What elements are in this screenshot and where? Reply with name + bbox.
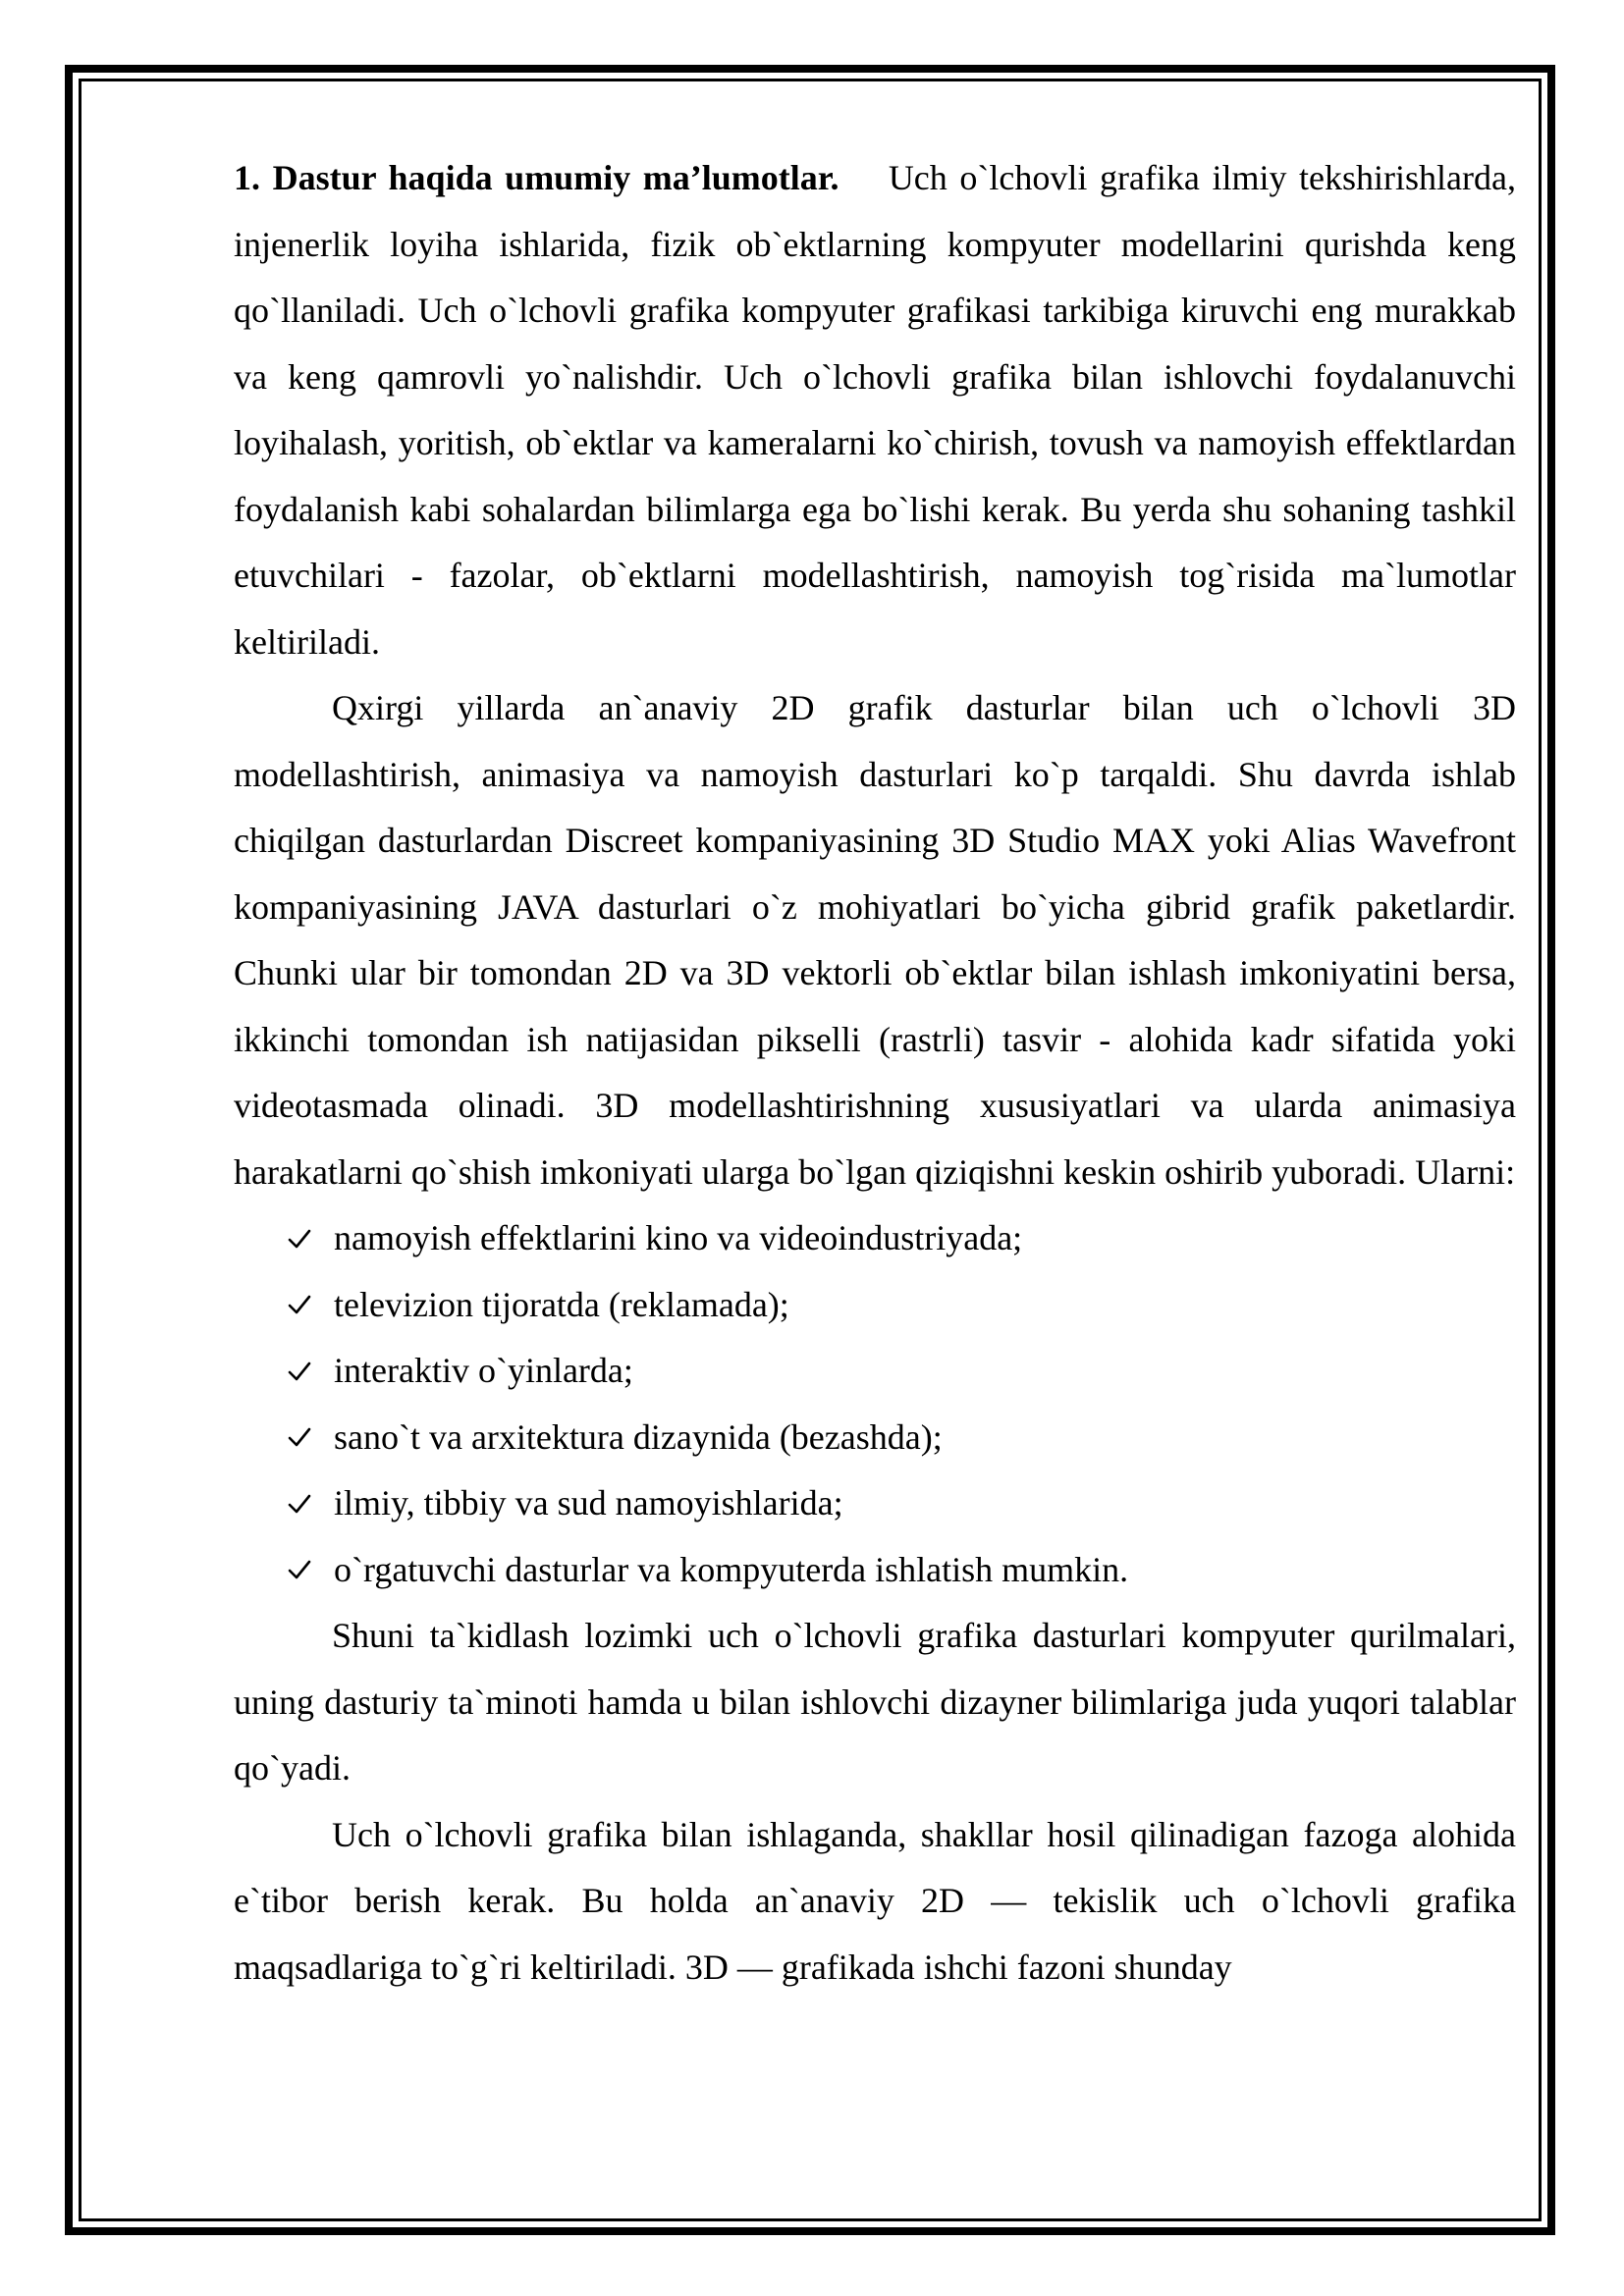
list-item [234, 1338, 1516, 1405]
list-item-text: namoyish effektlarini kino va videoindustriyada; [334, 1218, 1023, 1257]
checkmark-icon [283, 1205, 316, 1271]
section-intro-text: Uch o`lchovli grafika ilmiy tekshirishlarda, injenerlik loyiha ishlarida, fizik ob`ektlarning kompyuter modellarini qurishda keng qo`llaniladi. Uch o`lchovli grafika kompyuter grafikasi tarkibiga kiruvchi eng murakkab va keng qamrovli yo`nalishdir. Uch o`lchovli grafika bilan ishlovchi foydalanuvchi loyihalash, yoritish, ob`ektlar va kameralarni ko`chirish, tovush va namoyish effektlardan foydalanish kabi sohalardan bilimlarga ega bo`lishi kerak. Bu yerda shu sohaning tashkil etuvchilari - fazolar, ob`ektlarni modellashtirish, namoyish tog`risida ma`lumotlar keltiriladi. [234, 158, 1516, 662]
paragraph-workspace: Uch o`lchovli grafika bilan ishlaganda, shakllar hosil qilinadigan fazoga alohida e`tibor berish kerak. Bu holda an`anaviy 2D — tekislik uch o`lchovli grafika maqsadlariga to`g`ri keltiriladi. 3D — grafikada ishchi fazoni shunday [234, 1814, 1516, 1987]
paragraph-graphics-software: Qxirgi yillarda an`anaviy 2D grafik dasturlar bilan uch o`lchovli 3D modellashtirish, animasiya va namoyish dasturlari ko`p tarqaldi. Shu davrda ishlab chiqilgan dasturlardan Discreet kompaniyasining 3D Studio MAX yoki Alias Wavefront kompaniyasining JAVA dasturlari o`z mohiyatlari bo`yicha gibrid grafik paketlardir. Chunki ular bir tomondan 2D va 3D vektorli ob`ektlar bilan ishlash imkoniyatini bersa, ikkinchi tomondan ish natijasidan pikselli (rastrli) tasvir - alohida kadr sifatida yoki videotasmada olinadi. 3D modellashtirishning xususiyatlari va ularda animasiya harakatlarni qo`shish imkoniyati ularga bo`lgan qiziqishni keskin oshirib yuboradi. Ularni: [234, 688, 1516, 1192]
list-item [234, 1272, 1516, 1339]
list-item [234, 1205, 1516, 1272]
list-item-text: interaktiv o`yinlarda; [334, 1351, 633, 1390]
list-item-text: sano`t va arxitektura dizaynida (bezashda); [334, 1416, 943, 1457]
section-1-paragraph [234, 145, 1516, 675]
checkmark-icon [283, 1405, 316, 1470]
checkmark-icon [283, 1470, 316, 1536]
list-item-text: o`rgatuvchi dasturlar va kompyuterda ishlatish mumkin. [334, 1549, 1129, 1589]
paragraph-requirements: Shuni ta`kidlash lozimki uch o`lchovli grafika dasturlari kompyuter qurilmalari, uning dasturiy ta`minoti hamda u bilan ishlovchi dizayner bilimlariga juda yuqori talablar qo`yadi. [234, 1616, 1516, 1788]
list-item [234, 1405, 1516, 1471]
list-item-text: ilmiy, tibbiy va sud namoyishlarida; [334, 1483, 843, 1522]
list-item-text: televizion tijoratda (reklamada); [334, 1284, 789, 1324]
usage-list [234, 1205, 1516, 1603]
checkmark-icon [283, 1272, 316, 1338]
document-body [234, 145, 1516, 2001]
checkmark-icon [283, 1537, 316, 1603]
checkmark-icon [283, 1338, 316, 1404]
section-heading: 1. Dastur haqida umumiy ma’lumotlar. [234, 158, 839, 197]
list-item [234, 1470, 1516, 1537]
list-item [234, 1537, 1516, 1604]
